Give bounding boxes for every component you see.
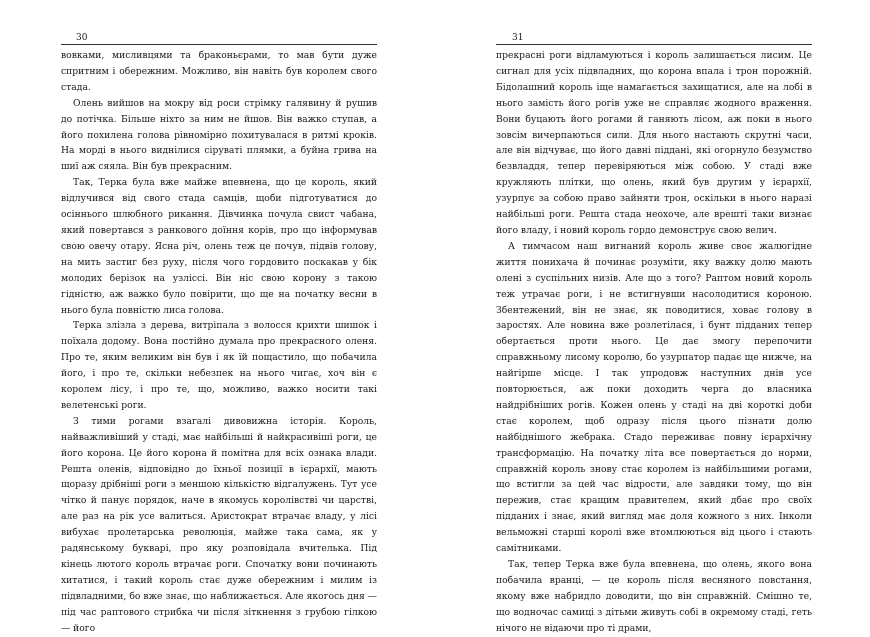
page-number: 30 — [61, 32, 377, 45]
page-number: 31 — [496, 32, 812, 45]
paragraph: прекрасні роги відламуються і король залишається лисим. Це сигнал для усіх підвладних, що корона впала і трон порожній. Бідолашний король іще намагається захищатися, але на лобі в нього замість його рогів уже не справляє жодного враження. Вони буцають його рогами й ганяють лісом, аж поки в нього зовсім вичерпаються сили. Для нього настають скрутні часи, але він відчуває, що його давні піддані, які огорнуло безумство безвладдя, тепер перевіряються між собою. У стаді вже кружляють плітки, що олень, який був другим у ієрархії, узурпує за собою право зайняти трон, оскільки в нього наразі найбільші роги. Решта стада неохоче, але врешті таки визнає його владу, і новий король гордо демонструє свою велич. — [496, 50, 812, 236]
paragraph: З тими рогами взагалі дивовижна історія. Король, найважливіший у стаді, має найбільші й найкрасивіші роги, це його корона. Це його корона й помітна для всіх ознака влади. Решта оленів, відповідно до їхньої позиції в ієрархії, мають щоразу дрібніші роги з меншою кількістю відгалужень. Тут усе чітко й панує порядок, наче в якомусь королівстві чи царстві, але раз на рік усе валиться. Аристократ втрачає владу, у лісі вибухає пролетарська революція, майже така сама, як у радянському букварі, про яку розповідала вчителька. Під кінець лютого король втрачає роги. Спочатку вони починають хитатися, і такий король стає дуже обережним і милим із підвладними, бо вже знає, що наближається. Але якогось дня — під час раптового стрибка чи після зіткнення з грубою гілкою — його — [61, 415, 377, 634]
page-body — [61, 48, 377, 637]
paragraph: Олень вийшов на мокру від роси стрімку галявину й рушив до потічка. Більше ніхто за ним не йшов. Він важко ступав, а його похилена голова рівномірно похитувалася в ритмі кроків. На морді в нього виднілися сіруваті плямки, а буйна грива на шиї аж сяяла. Він був прекрасним. — [61, 97, 377, 173]
right-page — [496, 32, 812, 637]
paragraph: А тимчасом наш вигнаний король живе своє жалюгідне життя понихача й починає розуміти, яку важку долю мають олені з суспільних низів. Але що з того? Раптом новий король теж утрачає роги, і не встигнувши насолодитися короною. Збентежений, він не знає, як поводитися, ховає голову в заростях. Але новина вже розлетілася, і бунт підданих тепер обертається проти нього. Це дає змогу перепочити справжньому лисому королю, бо узурпатор падає ще нижче, на найгірше місце. І так упродовж наступних днів усе повторюється, аж поки доходить черга до власника найдрібніших рогів. Кожен олень у стаді на дві короткі доби стає королем, щоб одразу після цього пізнати долю найбіднішого жебрака. Стадо переживає повну ієрархічну трансформацію. На початку літа все повертається до норми, справжній король знову стає королем із найбільшими рогами, що встигли за цей час відрости, але завдяки тому, що він пережив, стає кращим правителем, який дбає про своїх підданих і знає, який вигляд має доля кожного з них. Інколи вельможні старші королі вже втомлюються від цього і стають самітниками. — [496, 240, 812, 555]
page-body — [496, 48, 812, 637]
paragraph: вовками, мисливцями та браконьєрами, то мав бути дуже спритним і обережним. Можливо, він навіть був королем свого стада. — [61, 50, 377, 93]
left-page — [61, 32, 377, 637]
paragraph: Так, Терка була вже майже впевнена, що це король, який відлучився від свого стада самців, щоби підготуватися до осіннього шлюбного рикання. Дівчинка почула свист чабана, який повертався з ранкового доїння корів, про що інформував свою овечу отару. Ясна річ, олень теж це почув, підвів голову, на мить застиг без руху, після чого гордовито поскакав у бік молодих берізок на узліссі. Він ніс свою корону з такою гідністю, аж важко було повірити, що ще на початку весни в нього була повністю лиса голова. — [61, 177, 377, 316]
paragraph: Так, тепер Терка вже була впевнена, що олень, якого вона побачила вранці, — це король після весняного повстання, якому вже набридло доводити, що він справжній. Смішно те, що водночас самиці з дітьми живуть собі в окремому стаді, геть нічого не відаючи про ті драми, — [496, 559, 812, 634]
paragraph: Терка злізла з дерева, витріпала з волосся крихти шишок і поїхала додому. Вона постійно думала про прекрасного оленя. Про те, яким великим він був і як їй пощастило, що побачила його, і про те, скільки небезпек на нього чигає, хоч він є королем лісу, і про те, що, можливо, важко носити такі велетенські роги. — [61, 320, 377, 411]
